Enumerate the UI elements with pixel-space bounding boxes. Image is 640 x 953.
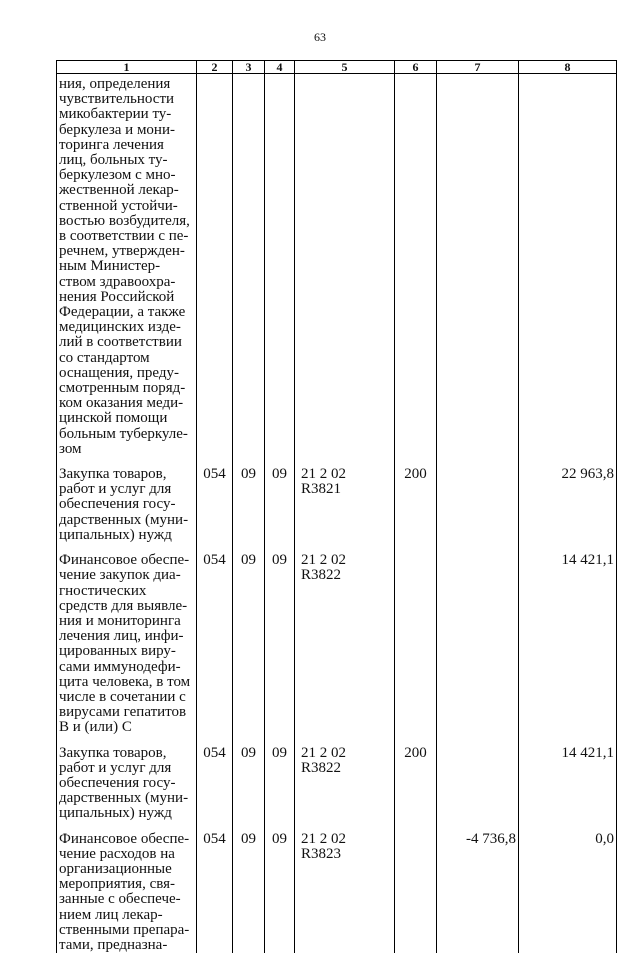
- cell-section: 09: [233, 543, 265, 735]
- budget-table: [56, 60, 617, 953]
- col-header-1: 1: [57, 61, 197, 74]
- target-article-suffix: R3821: [301, 481, 342, 498]
- header-row: [57, 61, 617, 74]
- cell-subsection: 09: [265, 822, 295, 953]
- cell-total-amount: 0,0: [519, 822, 617, 953]
- cell-ministry-code: 054: [197, 736, 233, 822]
- page-number: 63: [314, 30, 326, 44]
- col-header-7: 7: [437, 61, 519, 74]
- cell-subsection: 09: [265, 457, 295, 543]
- table-row: [57, 74, 617, 458]
- col-header-8: 8: [519, 61, 617, 74]
- row-name: Финансовое обеспе- чение закупок диа- гностических средств для выявле- ния и мониторинга лечения лиц, инфи- цированных виру- сами иммунодефи- цита человека, в том числе в сочетании с вирусами гепатитов В и (или) С: [57, 543, 197, 735]
- cell-section: 09: [233, 736, 265, 822]
- cell-ministry-code: 054: [197, 543, 233, 735]
- table-row: [57, 736, 617, 822]
- cell-section: [233, 74, 265, 458]
- cell-total-amount: 14 421,1: [519, 543, 617, 735]
- cell-change-amount: [437, 74, 519, 458]
- cell-subsection: 09: [265, 543, 295, 735]
- cell-target-article: [295, 74, 395, 458]
- cell-total-amount: 14 421,1: [519, 736, 617, 822]
- cell-change-amount: -4 736,8: [437, 822, 519, 953]
- cell-expense-type: [395, 74, 437, 458]
- cell-total-amount: 22 963,8: [519, 457, 617, 543]
- cell-expense-type: [395, 822, 437, 953]
- table-row: [57, 457, 617, 543]
- row-name: Закупка товаров, работ и услуг для обеспечения госу- дарственных (муни- ципальных) нужд: [57, 736, 197, 822]
- table-row: [57, 822, 617, 953]
- cell-subsection: 09: [265, 736, 295, 822]
- table-row: [57, 543, 617, 735]
- cell-change-amount: [437, 736, 519, 822]
- cell-target-article: [295, 822, 395, 953]
- row-name: Финансовое обеспе- чение расходов на организационные мероприятия, свя- занные с обеспече- нием лиц лекар- ственными препара- тами, предназна-: [57, 822, 197, 953]
- target-article-code: 21 2 02: [301, 552, 346, 569]
- target-article-suffix: R3823: [301, 845, 342, 862]
- cell-expense-type: [395, 543, 437, 735]
- row-name: Закупка товаров, работ и услуг для обеспечения госу- дарственных (муни- ципальных) нужд: [57, 457, 197, 543]
- cell-change-amount: [437, 457, 519, 543]
- col-header-4: 4: [265, 61, 295, 74]
- cell-subsection: [265, 74, 295, 458]
- cell-ministry-code: [197, 74, 233, 458]
- target-article-code: 21 2 02: [301, 744, 346, 761]
- cell-change-amount: [437, 543, 519, 735]
- row-name: ния, определения чувствительности микобактерии ту- беркулеза и мони- торинга лечения лиц, больных ту- беркулезом с мно- жественной лекар- ственной устойчи- востью возбудителя, в соответствии с пе- речнем, утвержден- ным Министер- ством здравоохра- нения Российской Федерации, а также медицинских изде- лий в соответствии со стандартом оснащения, преду- смотренным поряд- ком оказания меди- цинской помощи больным туберкуле- зом: [57, 74, 197, 458]
- col-header-6: 6: [395, 61, 437, 74]
- col-header-5: 5: [295, 61, 395, 74]
- cell-section: 09: [233, 822, 265, 953]
- cell-ministry-code: 054: [197, 457, 233, 543]
- cell-total-amount: [519, 74, 617, 458]
- target-article-suffix: R3822: [301, 567, 342, 584]
- cell-ministry-code: 054: [197, 822, 233, 953]
- cell-target-article: [295, 543, 395, 735]
- target-article-code: 21 2 02: [301, 466, 346, 483]
- cell-section: 09: [233, 457, 265, 543]
- target-article-code: 21 2 02: [301, 830, 346, 847]
- cell-target-article: [295, 457, 395, 543]
- cell-expense-type: 200: [395, 736, 437, 822]
- col-header-3: 3: [233, 61, 265, 74]
- cell-target-article: [295, 736, 395, 822]
- target-article-suffix: R3822: [301, 759, 342, 776]
- col-header-2: 2: [197, 61, 233, 74]
- cell-expense-type: 200: [395, 457, 437, 543]
